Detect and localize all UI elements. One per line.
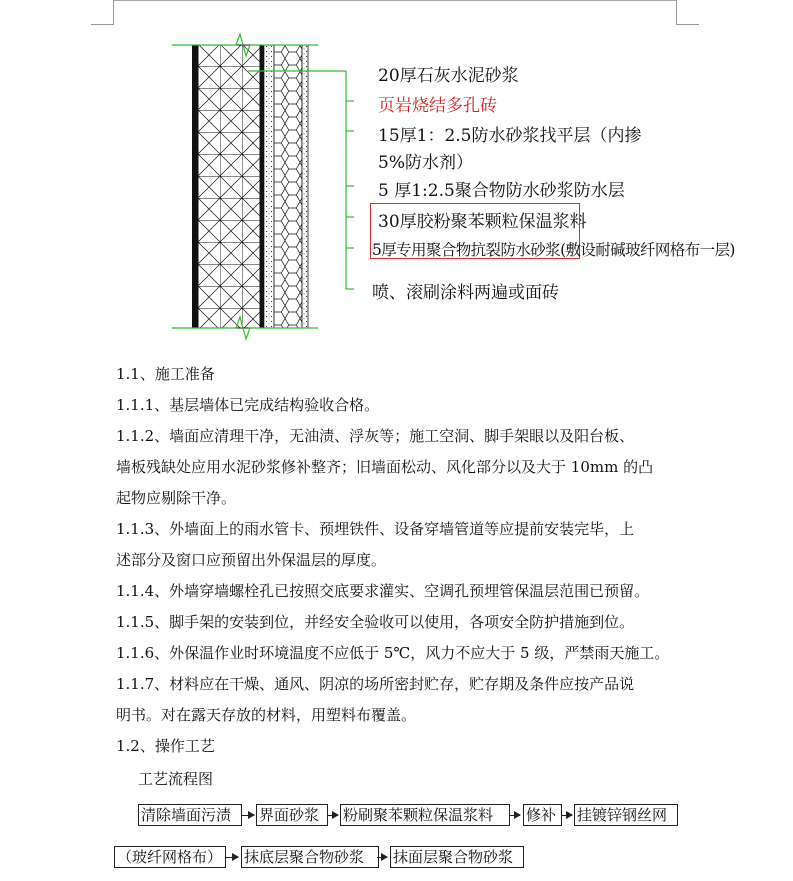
- brick-layer: [198, 45, 260, 328]
- flow-chart-title: 工艺流程图: [138, 770, 214, 788]
- flow-step-repair: 修补: [523, 804, 562, 826]
- paragraph-1-1-5: 1.1.5、脚手架的安装到位，并经安全验收可以使用，各项安全防护措施到位。: [116, 613, 635, 631]
- insulation-layer: [274, 45, 302, 328]
- callout-leveling-line1: 15厚1：2.5防水砂浆找平层（内掺: [378, 126, 642, 146]
- paragraph-1-1-3-line2: 述部分及窗口应预留出外保温层的厚度。: [116, 551, 387, 569]
- callout-leveling-line2: 5%防水剂）: [378, 153, 473, 173]
- flow-arrow: [241, 815, 254, 816]
- paragraph-1-1-7-line2: 明书。对在露天存放的材料，用塑料布覆盖。: [116, 706, 417, 724]
- paragraph-1-1-1: 1.1.1、基层墙体已完成结构验收合格。: [116, 396, 380, 414]
- paragraph-1-1-4: 1.1.4、外墙穿墙螺栓孔已按照交底要求灌实、空调孔预埋管保温层范围已预留。: [116, 582, 650, 600]
- flow-step-steel-mesh: 挂镀锌钢丝网: [574, 804, 678, 826]
- paragraph-1-1-3-line1: 1.1.3、外墙面上的雨水管卡、预埋铁件、设备穿墙管道等应提前安装完毕，上: [116, 520, 635, 538]
- callout-finish: 喷、滚刷涂料两遍或面砖: [372, 283, 559, 303]
- callout-waterproof: 5 厚1:2.5聚合物防水砂浆防水层: [378, 181, 625, 201]
- section-title-1-2: 1.2、操作工艺: [116, 737, 215, 755]
- paragraph-1-1-2-line3: 起物应剔除干净。: [116, 489, 237, 507]
- flow-step-fiberglass-mesh: （玻纤网格布）: [114, 846, 226, 868]
- flow-arrow: [327, 815, 338, 816]
- paragraph-1-1-7-line1: 1.1.7、材料应在干燥、通风、阴凉的场所密封贮存，贮存期及条件应按产品说: [116, 675, 635, 693]
- flow-step-insulation-plaster: 粉刷聚苯颗粒保温浆料: [340, 804, 510, 826]
- callout-plaster: 20厚石灰水泥砂浆: [378, 66, 519, 86]
- callout-brick: 页岩烧结多孔砖: [378, 96, 497, 116]
- plaster-layer-inner: [192, 45, 198, 328]
- paragraph-1-1-2-line2: 墙板残缺处应用水泥砂浆修补整齐；旧墙面松动、风化部分以及大于 10mm 的凸: [116, 458, 654, 476]
- finish-layer: [302, 45, 308, 328]
- waterproof-layer-1: [260, 45, 264, 328]
- callout-insulation: 30厚胶粉聚苯颗粒保温浆料: [378, 212, 587, 232]
- flow-arrow: [225, 857, 238, 858]
- flow-step-interface-mortar: 界面砂浆: [256, 804, 328, 826]
- paragraph-1-1-6: 1.1.6、外保温作业时环境温度不应低于 5℃，风力不应大于 5 级，严禁雨天施工。: [116, 644, 670, 662]
- paragraph-1-1-2-line1: 1.1.2、墙面应清理干净，无油渍、浮灰等；施工空洞、脚手架眼以及阳台板、: [116, 427, 635, 445]
- leveling-layer: [264, 45, 274, 328]
- callout-anticrack: 5厚专用聚合物抗裂防水砂浆(敷设耐碱玻纤网格布一层): [372, 241, 735, 259]
- section-title-1-1: 1.1、施工准备: [116, 365, 215, 383]
- flow-arrow: [377, 857, 387, 858]
- flow-arrow: [561, 815, 572, 816]
- flow-arrow: [509, 815, 520, 816]
- flow-step-clean-wall: 清除墙面污渍: [138, 804, 242, 826]
- flow-step-surface-mortar: 抹面层聚合物砂浆: [390, 846, 524, 868]
- flow-step-base-mortar: 抹底层聚合物砂浆: [241, 846, 379, 868]
